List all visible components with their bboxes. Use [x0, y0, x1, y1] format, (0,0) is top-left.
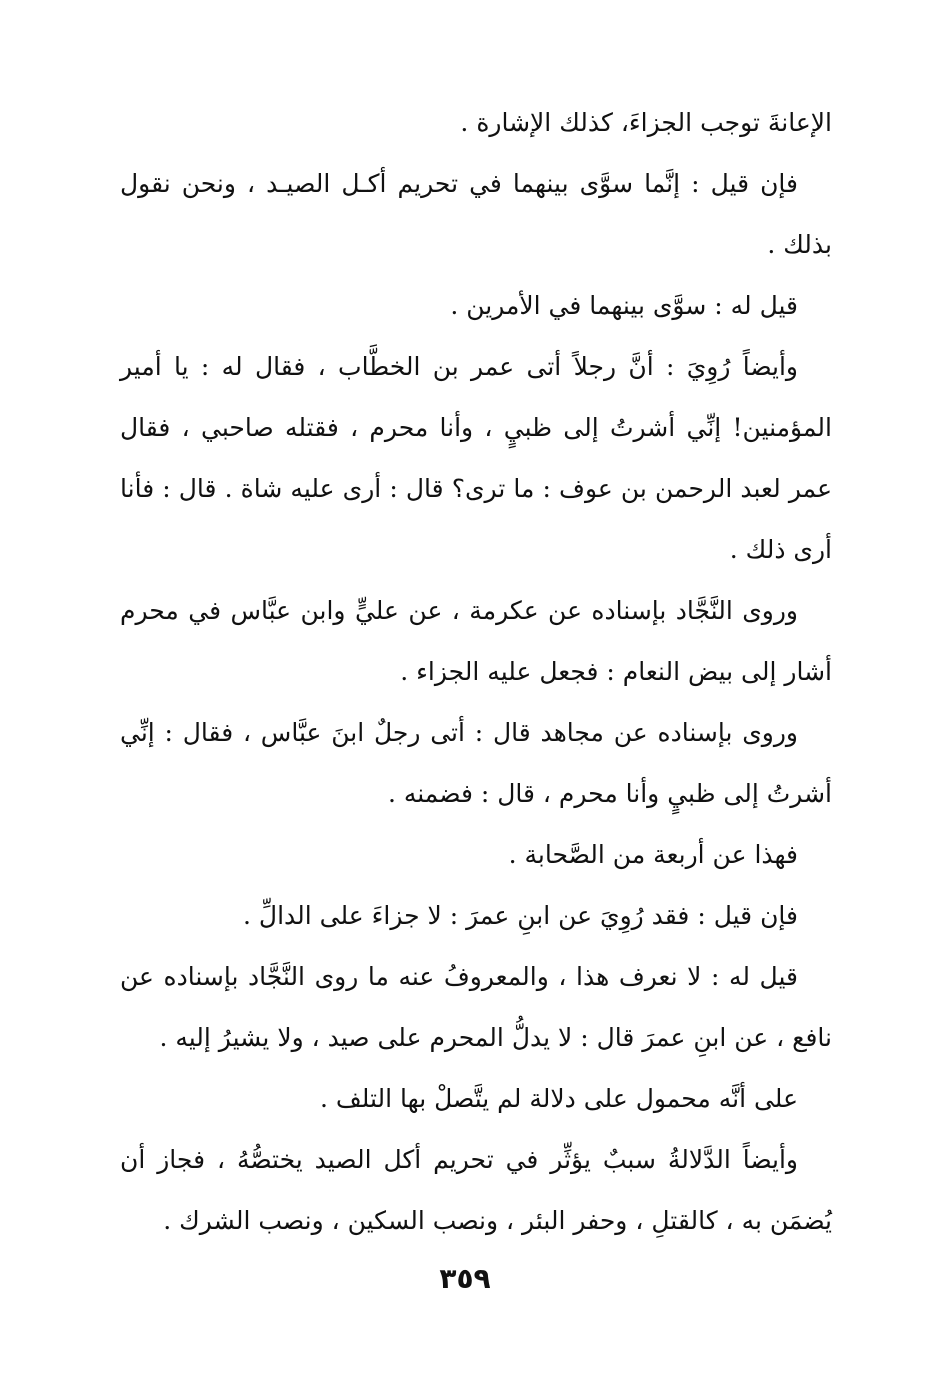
paragraph-6: وروى بإسناده عن مجاهد قال : أتى رجلٌ ابنَ عبَّاس ، فقال : إنِّي أشرتُ إلى ظبيٍ وأنا محرم ، قال : فضمنه . — [120, 718, 832, 808]
paragraph-11: وأيضاً الدَّلالةُ سببٌ يؤثِّر في تحريم أكل الصيد يختصُّهُ ، فجاز أن يُضمَن به ، كالقتلِ ، وحفر البئر ، ونصب السكين ، ونصب الشرك . — [120, 1145, 832, 1235]
paragraph-7: فهذا عن أربعة من الصَّحابة . — [508, 840, 798, 869]
paragraph-1: الإعانةَ توجب الجزاءَ، كذلك الإشارة . — [460, 108, 832, 137]
paragraph-2: فإن قيل : إنَّما سوَّى بينهما في تحريم أكـل الصيـد ، ونحن نقول بذلك . — [120, 169, 832, 259]
paragraph-5: وروى النَّجَّاد بإسناده عن عكرمة ، عن عليٍّ وابن عبَّاس في محرم أشار إلى بيض النعام : فجعل عليه الجزاء . — [120, 596, 832, 686]
paragraph-4: وأيضاً رُوِيَ : أنَّ رجلاً أتى عمر بن الخطَّاب ، فقال له : يا أمير المؤمنين! إنِّي أشرتُ إلى ظبيٍ ، وأنا محرم ، فقتله صاحبي ، فقال عمر لعبد الرحمن بن عوف : ما ترى؟ قال : أرى عليه شاة . قال : فأنا أرى ذلك . — [120, 352, 832, 564]
paragraph-3: قيل له : سوَّى بينهما في الأمرين . — [450, 291, 798, 320]
paragraph-10: على أنَّه محمول على دلالة لم يتَّصلْ بها التلف . — [319, 1084, 798, 1113]
page-number: ٣٥٩ — [439, 1262, 491, 1295]
paragraph-9: قيل له : لا نعرف هذا ، والمعروفُ عنه ما روى النَّجَّاد بإسناده عن نافع ، عن ابنِ عمرَ قال : لا يدلُّ المحرم على صيد ، ولا يشيرُ إليه . — [120, 962, 832, 1052]
paragraph-8: فإن قيل : فقد رُوِيَ عن ابنِ عمرَ : لا جزاءَ على الدالِّ . — [243, 901, 798, 930]
page-body — [120, 92, 832, 1251]
